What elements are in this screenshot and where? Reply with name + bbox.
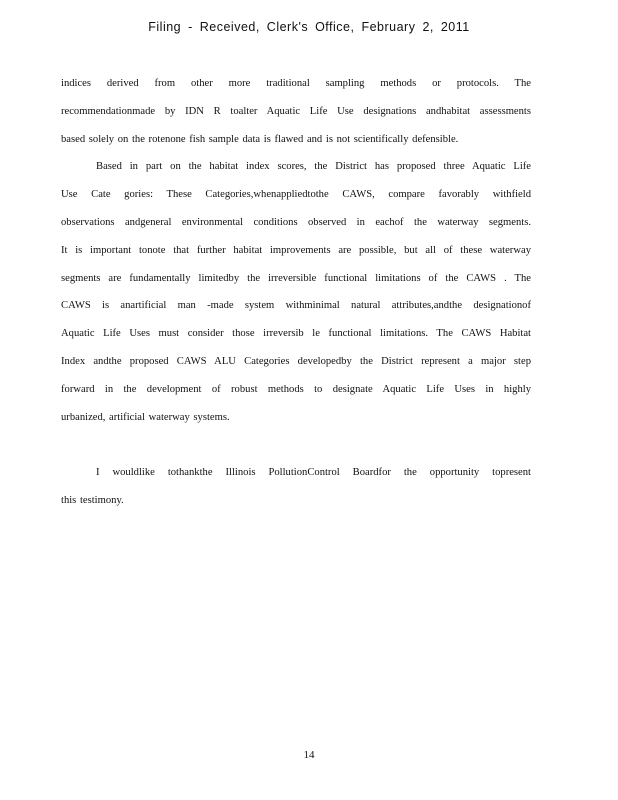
text-line: Aquatic Life Uses must consider those irreversib le functional limitations. The CAWS Habitat <box>61 328 531 340</box>
paragraph-2 <box>61 153 531 431</box>
page-number: 14 <box>303 749 315 761</box>
text-line: Based in part on the habitat index scores, the District has proposed three Aquatic Life <box>96 161 531 173</box>
text-line: Use Cate gories: These Categories,whenappliedtothe CAWS, compare favorably withfield <box>61 189 531 201</box>
text-line: observations andgeneral environmental conditions observed in eachof the waterway segments. <box>61 216 531 228</box>
text-line: CAWS is anartificial man -made system withminimal natural attributes,andthe designationof <box>61 300 531 312</box>
paragraph-1 <box>61 70 531 153</box>
paragraph-spacer <box>61 431 531 459</box>
text-line: recommendationmade by IDN R toalter Aquatic Life Use designations andhabitat assessments <box>61 105 531 117</box>
text-line: Index andthe proposed CAWS ALU Categories developedby the District represent a major step <box>61 355 531 367</box>
text-line: based solely on the rotenone fish sample data is flawed and is not scientifically defensible. <box>61 133 459 145</box>
text-line: segments are fundamentally limitedby the irreversible functional limitations of the CAWS . The <box>61 272 531 284</box>
text-line: It is important tonote that further habitat improvements are possible, but all of these waterway <box>61 244 531 256</box>
text-line: I wouldlike tothankthe Illinois PollutionControl Boardfor the opportunity topresent <box>96 467 531 479</box>
text-line: this testimony. <box>61 494 124 506</box>
text-line: forward in the development of robust methods to designate Aquatic Life Uses in highly <box>61 383 531 395</box>
filing-header: Filing - Received, Clerk's Office, February 2, 2011 <box>148 20 470 34</box>
testimony-body <box>61 70 531 515</box>
text-line: indices derived from other more traditional sampling methods or protocols. The <box>61 78 531 89</box>
text-line: urbanized, artificial waterway systems. <box>61 411 230 423</box>
paragraph-3 <box>61 459 531 515</box>
